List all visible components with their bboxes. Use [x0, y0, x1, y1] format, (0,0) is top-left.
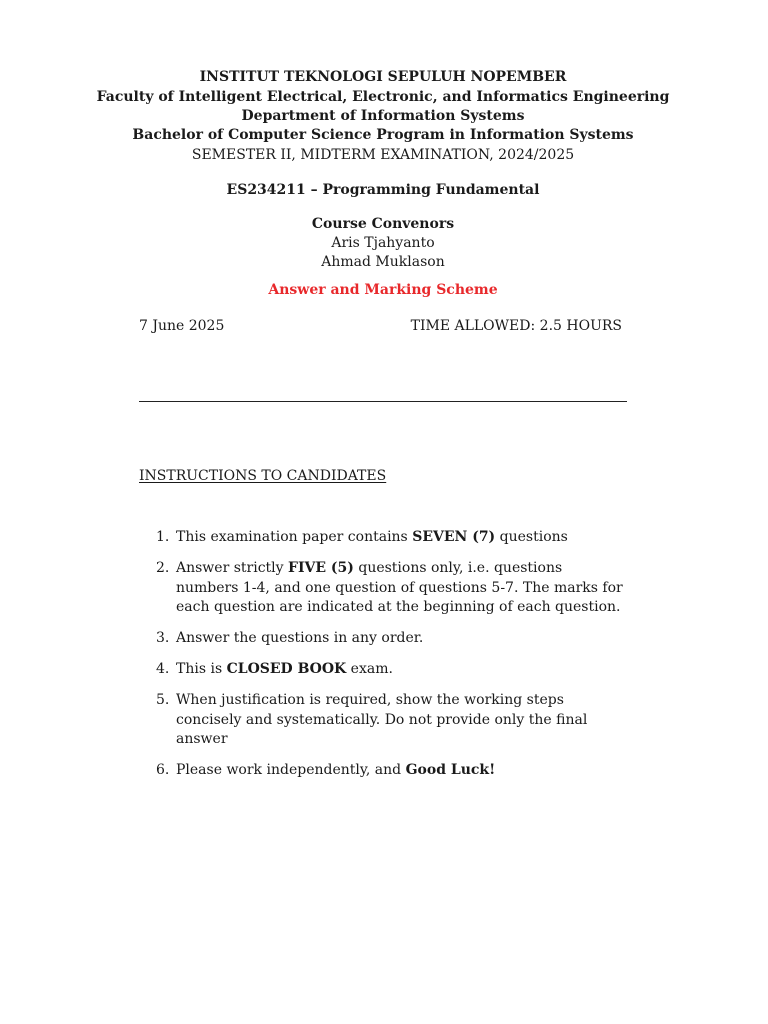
instruction-number: 3.	[156, 630, 170, 646]
exam-date: 7 June 2025	[139, 318, 225, 334]
convenor-name: Ahmad Muklason	[321, 254, 445, 270]
department-name: Department of Information Systems	[241, 108, 525, 124]
instruction-item	[139, 528, 627, 548]
instruction-text: questions	[495, 529, 568, 545]
instruction-text: This is	[176, 661, 227, 677]
instruction-text: questions only, i.e. questions numbers 1-4, and one question of questions 5-7. The marks for each question are indicated at the beginning of each question.	[176, 560, 623, 615]
instruction-item	[139, 629, 627, 649]
instruction-item	[139, 559, 627, 618]
instruction-number: 4.	[156, 661, 170, 677]
instructions-list	[139, 528, 627, 792]
convenor-name: Aris Tjahyanto	[331, 235, 435, 251]
exam-title: SEMESTER II, MIDTERM EXAMINATION, 2024/2025	[191, 147, 575, 163]
instruction-item	[139, 761, 627, 781]
institution-name: INSTITUT TEKNOLOGI SEPULUH NOPEMBER	[199, 69, 567, 85]
instruction-number: 5.	[156, 692, 170, 708]
program-name: Bachelor of Computer Science Program in Information Systems	[132, 127, 634, 143]
instruction-text: This examination paper contains	[176, 529, 413, 545]
instruction-emphasis: CLOSED BOOK	[226, 661, 347, 677]
answer-scheme-label: Answer and Marking Scheme	[268, 282, 498, 298]
instructions-heading: INSTRUCTIONS TO CANDIDATES	[139, 468, 387, 484]
instruction-emphasis: SEVEN (7)	[412, 529, 496, 545]
course-title: ES234211 – Programming Fundamental	[226, 182, 540, 198]
divider-line	[139, 401, 627, 402]
instruction-number: 6.	[156, 762, 170, 778]
instruction-item	[139, 691, 627, 750]
instruction-emphasis: Good Luck!	[405, 762, 496, 778]
time-allowed: TIME ALLOWED: 2.5 HOURS	[410, 318, 622, 334]
convenors-heading: Course Convenors	[311, 216, 455, 232]
instruction-text: Please work independently, and	[176, 762, 406, 778]
instruction-emphasis: FIVE (5)	[288, 560, 354, 576]
instruction-text: When justification is required, show the working steps concisely and systematically. Do not provide only the final answer	[176, 692, 588, 747]
instruction-text: Answer the questions in any order.	[176, 630, 424, 646]
instruction-text: exam.	[346, 661, 393, 677]
faculty-name: Faculty of Intelligent Electrical, Electronic, and Informatics Engineering	[96, 89, 670, 105]
instruction-number: 1.	[156, 529, 170, 545]
instruction-item	[139, 660, 627, 680]
instruction-text: Answer strictly	[176, 560, 289, 576]
instruction-number: 2.	[156, 560, 170, 576]
